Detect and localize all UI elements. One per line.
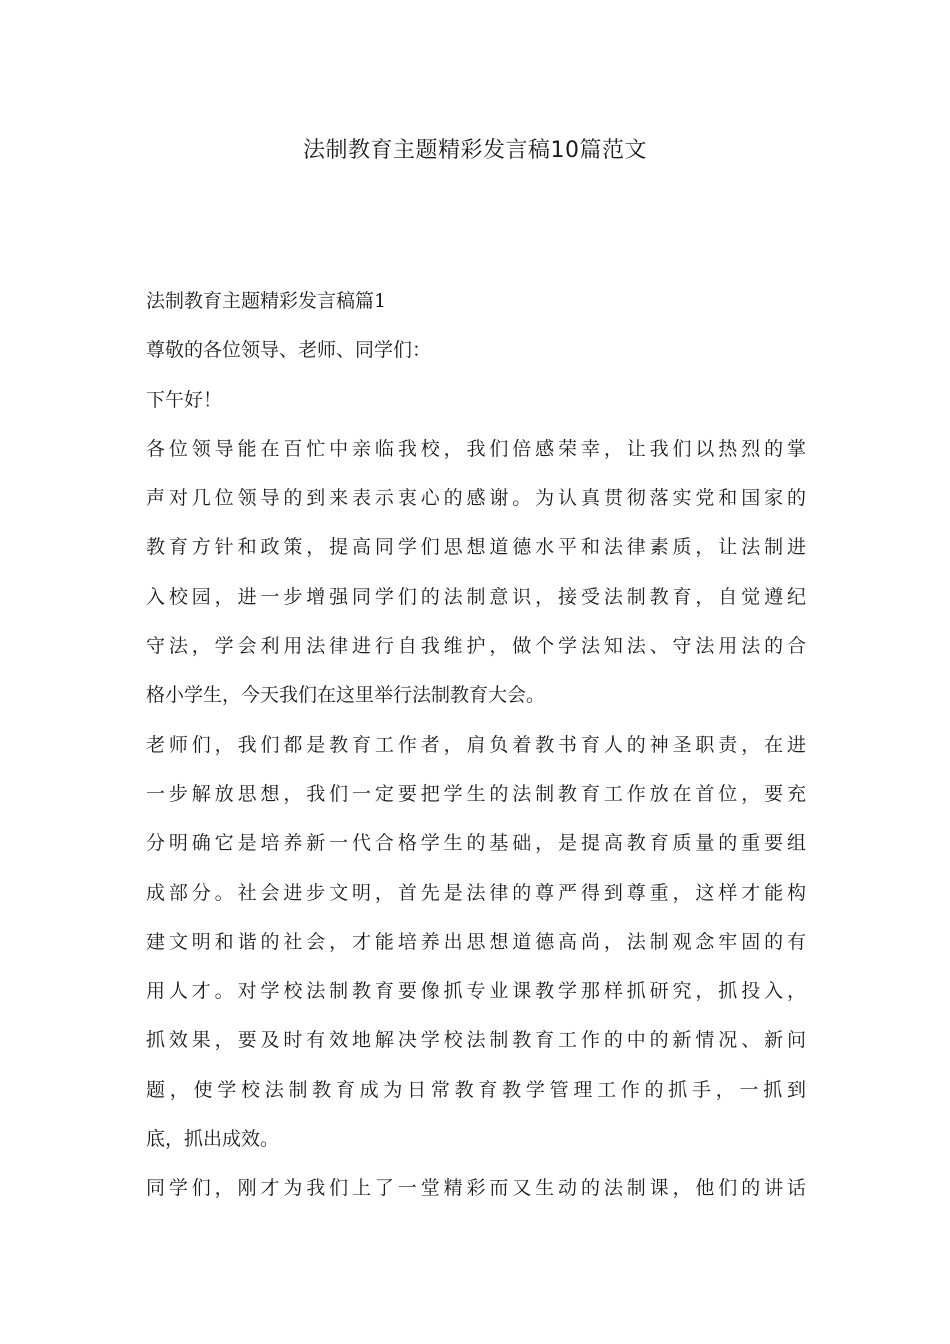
paragraph-line: 教育方针和政策，提高同学们思想道德水平和法律素质，让法制进: [146, 536, 806, 559]
paragraph-line: 题，使学校法制教育成为日常教育教学管理工作的抓手，一抓到: [146, 1078, 806, 1101]
paragraph-line: 分明确它是培养新一代合格学生的基础，是提高教育质量的重要组: [146, 832, 806, 855]
section-heading: 法制教育主题精彩发言稿篇1: [146, 290, 387, 312]
paragraph-line: 底，抓出成效。: [146, 1128, 280, 1151]
paragraph-line: 守法，学会利用法律进行自我维护，做个学法知法、守法用法的合: [146, 635, 806, 658]
paragraph-line: 声对几位领导的到来表示衷心的感谢。为认真贯彻落实党和国家的: [146, 487, 806, 510]
paragraph-line: 同学们，刚才为我们上了一堂精彩而又生动的法制课，他们的讲话: [146, 1177, 806, 1200]
paragraph-line: 一步解放思想，我们一定要把学生的法制教育工作放在首位，要充: [146, 782, 806, 805]
salutation: 尊敬的各位领导、老师、同学们：: [146, 339, 432, 362]
greeting: 下午好！: [146, 388, 223, 411]
paragraph-line: 各位领导能在百忙中亲临我校，我们倍感荣幸，让我们以热烈的掌: [146, 437, 806, 460]
paragraph-line: 用人才。对学校法制教育要像抓专业课教学那样抓研究，抓投入，: [146, 980, 806, 1003]
document-body: [146, 286, 806, 1223]
document-title: 法制教育主题精彩发言稿10篇范文: [303, 138, 647, 163]
paragraph-line: 入校园，进一步增强同学们的法制意识，接受法制教育，自觉遵纪: [146, 585, 806, 608]
paragraph-line: 老师们，我们都是教育工作者，肩负着教书育人的神圣职责，在进: [146, 733, 806, 756]
paragraph-line: 抓效果，要及时有效地解决学校法制教育工作的中的新情况、新问: [146, 1029, 806, 1052]
paragraph-line: 建文明和谐的社会，才能培养出思想道德高尚，法制观念牢固的有: [146, 930, 806, 953]
paragraph-line: 成部分。社会进步文明，首先是法律的尊严得到尊重，这样才能构: [146, 881, 806, 904]
paragraph-line: 格小学生，今天我们在这里举行法制教育大会。: [146, 684, 546, 707]
